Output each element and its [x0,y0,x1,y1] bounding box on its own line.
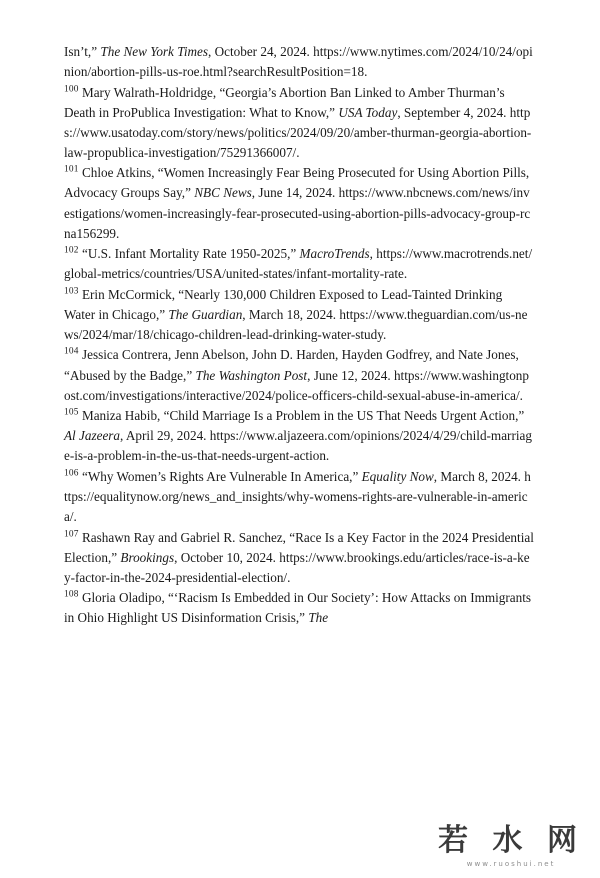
note-url: https://www.nbcnews.com/news/investigations/women-increasingly-fear-prosecuted-using-abortion-pills-advocacy-group-rcna156299. [64,185,531,241]
note-date: , March 8, 2024. [433,468,521,484]
watermark-url-text: www.ruoshui.net [466,860,556,868]
note-publication-italic: Equality Now [361,468,434,484]
note-publication-italic: NBC News [194,185,252,201]
note-number: 104 [64,347,79,358]
endnote-104 [64,345,534,405]
note-number: 108 [64,589,79,600]
endnote-101 [64,163,534,243]
note-publication-italic: USA Today [338,104,398,120]
endnote-108 [64,588,534,628]
note-date: , June 12, 2024. [307,367,391,383]
endnote-100 [64,83,534,163]
note-number: 102 [64,245,79,256]
note-text: Jessica Contrera, Jenn Abelson, John D. Harden, Hayden Godfrey, and Nate Jones, “Abused by the Badge,” [64,347,519,383]
endnotes-list [64,42,534,629]
note-url: https://www.usatoday.com/story/news/politics/2024/09/20/amber-thurman-georgia-abortion-law-propublica-investigation/75291366007/. [64,104,532,160]
endnote-106 [64,467,534,527]
note-publication-italic: The [308,610,329,626]
note-url: https://www.nytimes.com/2024/10/24/opinion/abortion-pills-us-roe.html?searchResultPosition=18. [64,44,533,80]
note-date: , [369,246,373,262]
note-publication-italic: Brookings [120,549,175,565]
note-url: https://www.theguardian.com/us-news/2024/mar/18/chicago-children-lead-drinking-water-study. [64,306,528,342]
note-number: 103 [64,286,79,297]
note-text: Rashawn Ray and Gabriel R. Sanchez, “Race Is a Key Factor in the 2024 Presidential Election,” [64,529,534,565]
note-date: , September 4, 2024. [397,104,507,120]
note-text: Gloria Oladipo, “‘Racism Is Embedded in Our Society’: How Attacks on Immigrants in Ohio Highlight US Disinformation Crisis,” [64,590,531,626]
endnote-107 [64,528,534,588]
endnote-102 [64,244,534,284]
note-publication-italic: MacroTrends [299,246,370,262]
note-number: 106 [64,468,79,479]
note-text: Chloe Atkins, “Women Increasingly Fear Being Prosecuted for Using Abortion Pills, Advocacy Groups Say,” [64,165,530,201]
note-url: https://www.brookings.edu/articles/race-is-a-key-factor-in-the-2024-presidential-election/. [64,549,530,585]
note-number: 101 [64,164,79,175]
note-publication-italic: Al Jazeera [64,428,121,444]
note-publication-italic: The Guardian [168,306,243,322]
note-number: 105 [64,407,79,418]
note-date: , April 29, 2024. [120,428,207,444]
note-url: https://www.washingtonpost.com/investigations/interactive/2024/police-officers-child-sexual-abuse-in-america/. [64,367,529,403]
note-url: https://www.macrotrends.net/global-metrics/countries/USA/united-states/infant-mortality-rate. [64,246,533,282]
note-text-after-italic: , October 24, 2024. [208,44,310,59]
note-text-before-italic: Isn’t,” [64,44,101,59]
watermark [438,823,584,868]
note-text: “U.S. Infant Mortality Rate 1950-2025,” [78,246,300,262]
endnote-103 [64,285,534,345]
note-date: , March 18, 2024. [242,306,337,322]
note-number: 107 [64,529,79,540]
note-publication-italic: The Washington Post [195,367,308,383]
note-continuation [64,42,534,82]
note-url: https://www.aljazeera.com/opinions/2024/4/29/child-marriage-is-a-problem-in-the-us-that-needs-urgent-action. [64,428,532,464]
note-url: https://equalitynow.org/news_and_insights/why-womens-rights-are-vulnerable-in-america/. [64,468,531,524]
note-date: , June 14, 2024. [251,185,336,201]
note-date: , October 10, 2024. [174,549,276,565]
watermark-logo-text: 若 水 网 [438,823,584,858]
endnote-105 [64,406,534,466]
note-text: Maniza Habib, “Child Marriage Is a Problem in the US That Needs Urgent Action,” [78,408,525,424]
note-number: 100 [64,84,79,95]
note-text: “Why Women’s Rights Are Vulnerable In America,” [78,468,362,484]
note-text: Erin McCormick, “Nearly 130,000 Children Exposed to Lead-Tainted Drinking Water in Chicago,” [64,286,503,322]
note-text: Mary Walrath-Holdridge, “Georgia’s Abortion Ban Linked to Amber Thurman’s Death in ProPublica Investigation: What to Know,” [64,84,505,120]
note-publication-italic: The New York Times [100,44,208,59]
